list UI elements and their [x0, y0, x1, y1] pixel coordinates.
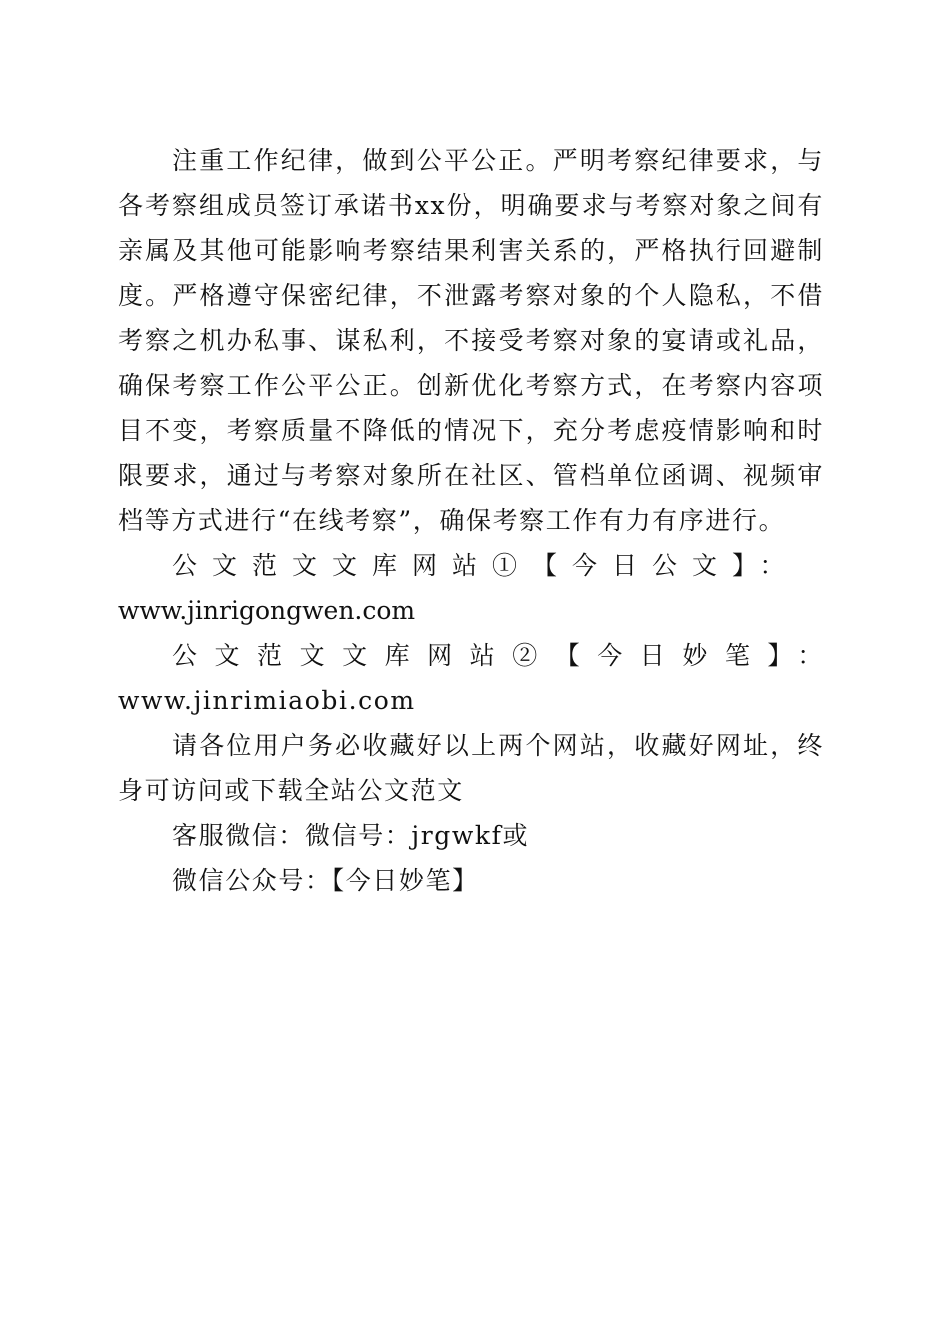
site-one-label: 公文范文文库网站①【今日公文】： [172, 551, 800, 580]
site-one-paragraph [118, 543, 824, 633]
site-two-paragraph: 公文范文文库网站②【今日妙笔】：www.jinrimiaobi.com [118, 641, 824, 715]
document-page [118, 138, 824, 903]
notice-paragraph: 请各位用户务必收藏好以上两个网站，收藏好网址，终身可访问或下载全站公文范文 [118, 731, 824, 805]
official-account-paragraph: 微信公众号：【今日妙笔】 [172, 866, 479, 895]
wechat-paragraph: 客服微信：微信号：jrgwkf或 [172, 821, 530, 850]
body-paragraph: 注重工作纪律，做到公平公正。严明考察纪律要求，与各考察组成员签订承诺书xx份，明确要求与考察对象之间有亲属及其他可能影响考察结果利害关系的，严格执行回避制度。严格遵守保密纪律，不泄露考察对象的个人隐私，不借考察之机办私事、谋私利，不接受考察对象的宴请或礼品，确保考察工作公平公正。创新优化考察方式，在考察内容项目不变，考察质量不降低的情况下，充分考虑疫情影响和时限要求，通过与考察对象所在社区、管档单位函调、视频审档等方式进行“在线考察”，确保考察工作有力有序进行。 [118, 146, 824, 535]
site-one-url[interactable]: www.jinrigongwen.com [118, 596, 416, 625]
